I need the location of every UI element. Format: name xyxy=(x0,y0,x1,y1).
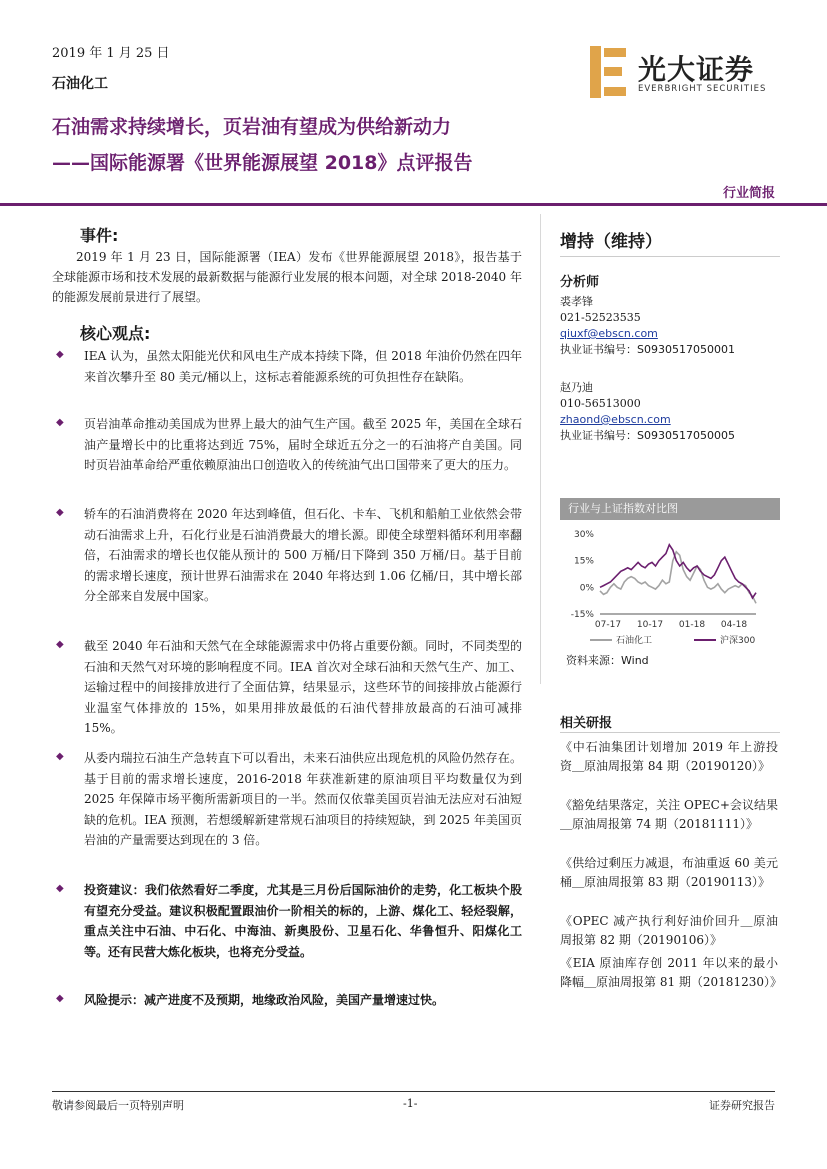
analyst-phone: 021-52523535 xyxy=(560,311,641,324)
rating-divider xyxy=(560,256,780,257)
investment-advice-text: 投资建议：我们依然看好二季度，尤其是三月份后国际油价的走势，化工板块个股有望充分受益。建议积极配置跟油价一阶相关的标的，上游、煤化工、轻烃裂解，重点关注中石油、中石化、中海油、新奥股份、卫星石化、华鲁恒升、阳煤化工等。还有民营大炼化板块，也将充分受益。 xyxy=(84,883,522,959)
report-type: 行业简报 xyxy=(722,186,775,201)
report-subtitle: ——国际能源署《世界能源展望 2018》点评报告 xyxy=(52,152,473,174)
risk-warning xyxy=(52,990,522,1011)
analyst-card xyxy=(560,380,735,444)
report-date: 2019 年 1 月 25 日 xyxy=(52,46,170,61)
chart-title: 行业与上证指数对比图 xyxy=(560,498,780,520)
analyst-phone: 010-56513000 xyxy=(560,397,641,410)
core-view-text: 从委内瑞拉石油生产急转直下可以看出，未来石油供应出现危机的风险仍然存在。基于目前的需求增长速度，2016-2018 年获准新建的原油项目平均数量仅为到 2025 年保障市场平衡所需新项目的一半。然而仅依靠美国页岩油无法应对石油短缺的危机。IEA 预测，若想缓解新建常规石油项目的持续短缺，到 2025 年美国页岩油的产量需要达到现在的 3 倍。 xyxy=(84,751,522,847)
core-view-text: 页岩油革命推动美国成为世界上最大的油气生产国。截至 2025 年，美国在全球石油产量增长中的比重将达到近 75%，届时全球近五分之一的石油将产自美国。同时页岩油革命给严重依赖原油出口创造收入的传统油气出口国带来了更大的压力。 xyxy=(84,417,522,472)
related-report-link[interactable]: 《中石油集团计划增加 2019 年上游投资＿原油周报第 84 期（20190120）》 xyxy=(560,740,778,773)
legend-label: 石油化工 xyxy=(616,636,653,646)
core-view-item xyxy=(52,504,522,607)
diamond-bullet-icon: ◆ xyxy=(56,417,64,428)
legend-label: 沪深300 xyxy=(720,636,756,646)
event-heading: 事件: xyxy=(80,226,119,245)
diamond-bullet-icon: ◆ xyxy=(56,993,64,1004)
rating: 增持（维持） xyxy=(560,232,662,252)
comparison-chart xyxy=(560,522,780,650)
core-view-text: 截至 2040 年石油和天然气在全球能源需求中仍将占重要份额。同时，不同类型的石油和天然气对环境的影响程度不同。IEA 首次对全球石油和天然气生产、加工、运输过程中的间接排放进行了全面估算，结果显示，这些环节的间接排放占能源行业温室气体排放的 15%，如果用排放最低的石油代替排放最高的石油可减排 15%。 xyxy=(84,639,522,735)
report-title: 石油需求持续增长，页岩油有望成为供给新动力 xyxy=(52,116,452,138)
logo-english-name: EVERBRIGHT SECURITIES xyxy=(638,84,767,94)
investment-advice xyxy=(52,880,522,962)
core-view-item xyxy=(52,346,522,387)
logo-name: 光大证券 xyxy=(638,53,755,86)
footer-report-label: 证券研究报告 xyxy=(709,1099,775,1112)
analyst-name: 赵乃迪 xyxy=(560,381,593,394)
related-report-link[interactable]: 《EIA 原油库存创 2011 年以来的最小降幅＿原油周报第 81 期（20181230）》 xyxy=(560,956,782,989)
analyst-cert: 执业证书编号：S0930517050005 xyxy=(560,429,735,442)
analyst-heading: 分析师 xyxy=(560,275,600,290)
footer-disclaimer: 敬请参阅最后一页特别声明 xyxy=(52,1099,184,1112)
core-view-item xyxy=(52,414,522,476)
analyst-name: 裘孝锋 xyxy=(560,295,593,308)
y-tick-label: -15% xyxy=(570,610,594,620)
related-divider xyxy=(560,732,780,733)
logo-mark-icon xyxy=(590,46,630,98)
x-tick-label: 04-18 xyxy=(720,620,748,630)
company-logo xyxy=(590,46,780,100)
y-tick-label: 30% xyxy=(573,530,594,540)
related-report-link[interactable]: 《供给过剩压力减退，布油重返 60 美元桶＿原油周报第 83 期（20190113）》 xyxy=(560,856,778,889)
risk-warning-text: 风险提示：减产进度不及预期，地缘政治风险，美国产量增速过快。 xyxy=(84,993,445,1007)
core-view-text: 轿车的石油消费将在 2020 年达到峰值，但石化、卡车、飞机和船舶工业依然会带动石油需求上升，石化行业是石油消费最大的增长源。即使全球塑料循环利用率翻倍，石油需求的增长也仅能从预计的 500 万桶/日下降到 350 万桶/日。基于目前的需求增长速度，预计世界石油需求在 2040 年将达到 1.06 亿桶/日，其中增长部分全部来自发展中国家。 xyxy=(84,507,522,603)
diamond-bullet-icon: ◆ xyxy=(56,349,64,360)
event-text: 2019 年 1 月 23 日，国际能源署（IEA）发布《世界能源展望 2018》，报告基于全球能源市场和技术发展的最新数据与能源行业发展的根本问题，对全球 2018-2040 年的能源发展前景进行了展望。 xyxy=(52,250,522,304)
series-line xyxy=(600,552,756,604)
analyst-email-link[interactable]: zhaond@ebscn.com xyxy=(560,413,671,426)
core-view-item xyxy=(52,636,522,739)
analyst-email-link[interactable]: qiuxf@ebscn.com xyxy=(560,327,658,340)
chart-source: 资料来源：Wind xyxy=(566,654,649,667)
sector-label: 石油化工 xyxy=(52,76,108,92)
column-divider xyxy=(540,214,541,684)
diamond-bullet-icon: ◆ xyxy=(56,751,64,762)
core-view-item xyxy=(52,748,522,851)
page-number: -1- xyxy=(403,1097,418,1110)
x-tick-label: 07-17 xyxy=(594,620,622,630)
diamond-bullet-icon: ◆ xyxy=(56,639,64,650)
related-report-link[interactable]: 《OPEC 减产执行利好油价回升＿原油周报第 82 期（20190106）》 xyxy=(560,914,778,947)
analyst-card xyxy=(560,294,735,358)
related-report-link[interactable]: 《豁免结果落定，关注 OPEC+会议结果＿原油周报第 74 期（20181111）》 xyxy=(560,798,778,831)
diamond-bullet-icon: ◆ xyxy=(56,507,64,518)
x-tick-label: 01-18 xyxy=(678,620,706,630)
related-research-heading: 相关研报 xyxy=(560,716,613,731)
x-tick-label: 10-17 xyxy=(636,620,664,630)
header-divider xyxy=(0,203,827,206)
core-views-heading: 核心观点: xyxy=(80,324,151,343)
y-tick-label: 15% xyxy=(573,556,594,567)
core-view-text: IEA 认为，虽然太阳能光伏和风电生产成本持续下降，但 2018 年油价仍然在四年来首次攀升至 80 美元/桶以上，这标志着能源系统的可负担性存在缺陷。 xyxy=(84,349,522,384)
y-tick-label: 0% xyxy=(579,583,594,594)
analyst-cert: 执业证书编号：S0930517050001 xyxy=(560,343,735,356)
diamond-bullet-icon: ◆ xyxy=(56,883,64,894)
footer-divider xyxy=(52,1091,775,1092)
